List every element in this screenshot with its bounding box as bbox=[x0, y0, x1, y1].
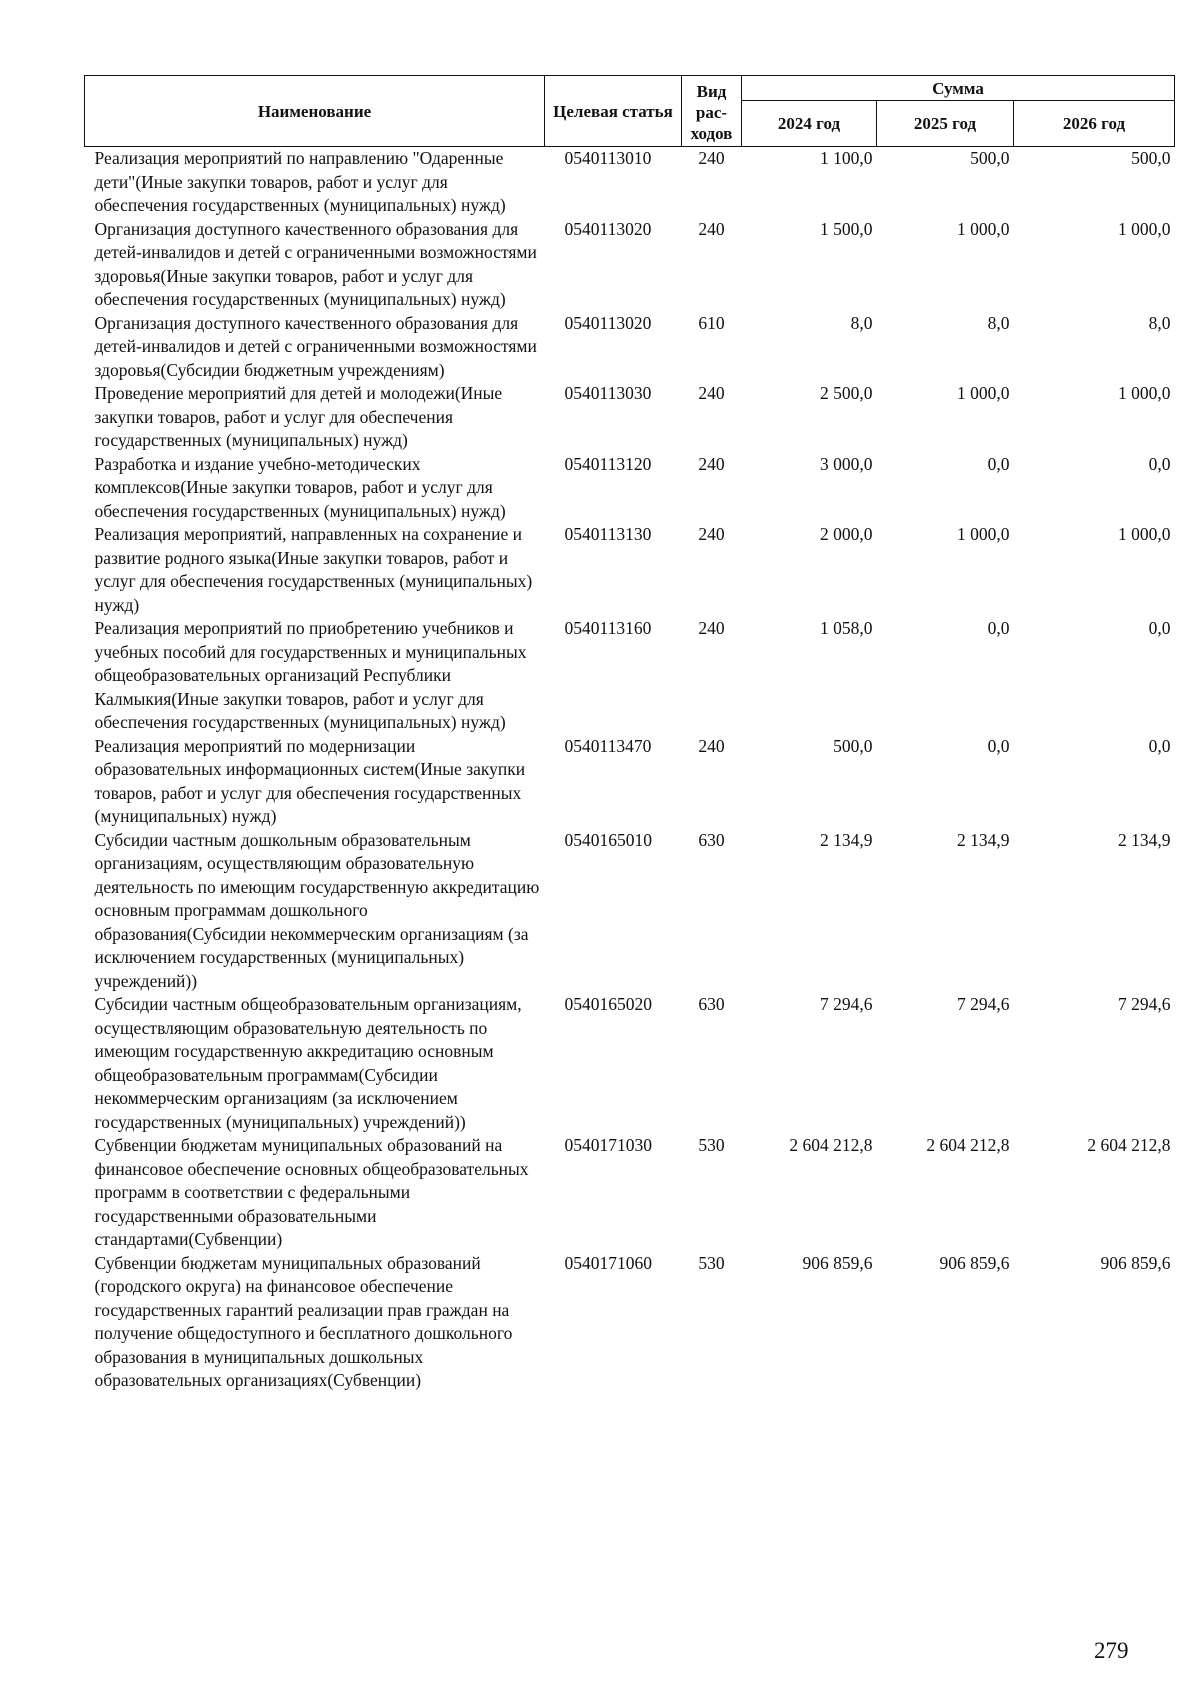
row-value-2025: 1 000,0 bbox=[957, 218, 1010, 239]
header-sum: Сумма bbox=[742, 76, 1175, 101]
row-value-2026: 0,0 bbox=[1148, 735, 1171, 756]
row-value-2026: 1 000,0 bbox=[1118, 218, 1171, 239]
row-value-2024: 3 000,0 bbox=[820, 453, 873, 474]
row-code: 0540165020 bbox=[564, 994, 652, 1014]
row-value-2026: 0,0 bbox=[1148, 453, 1171, 474]
row-value-2024: 2 604 212,8 bbox=[789, 1135, 873, 1155]
header-year-2025: 2025 год bbox=[877, 101, 1014, 147]
row-code: 0540113030 bbox=[564, 383, 652, 403]
row-name: Реализация мероприятий по направлению "Одаренные дети"(Иные закупки товаров, работ и услуг для обеспечения государственных (муниципальных) нужд) bbox=[94, 148, 506, 215]
table-row bbox=[85, 1134, 1175, 1252]
row-value-2025: 1 000,0 bbox=[957, 524, 1010, 544]
row-name: Проведение мероприятий для детей и молодежи(Иные закупки товаров, работ и услуг для обеспечения государственных (муниципальных) нужд) bbox=[94, 383, 503, 450]
table-row bbox=[85, 382, 1175, 453]
table-row bbox=[85, 829, 1175, 994]
row-value-2024: 1 500,0 bbox=[820, 218, 873, 239]
row-value-2025: 2 134,9 bbox=[957, 829, 1010, 850]
row-kind: 240 bbox=[698, 218, 725, 239]
row-value-2025: 0,0 bbox=[987, 453, 1010, 474]
row-value-2025: 0,0 bbox=[987, 618, 1010, 638]
page-number: 279 bbox=[1094, 1638, 1129, 1663]
row-name: Реализация мероприятий, направленных на сохранение и развитие родного языка(Иные закупки товаров, работ и услуг для обеспечения государственных (муниципальных) нужд) bbox=[94, 524, 533, 615]
row-value-2026: 906 859,6 bbox=[1100, 1252, 1171, 1273]
row-name: Организация доступного качественного образования для детей-инвалидов и детей с ограниченными возможностями здоровья(Субсидии бюджетным учреждениям) bbox=[94, 312, 537, 380]
row-code: 0540113470 bbox=[564, 735, 652, 756]
row-kind: 530 bbox=[698, 1135, 725, 1155]
row-kind: 530 bbox=[698, 1252, 725, 1273]
header-year-2024: 2024 год bbox=[742, 101, 877, 147]
row-value-2024: 2 134,9 bbox=[820, 829, 873, 850]
row-code: 0540171060 bbox=[564, 1252, 652, 1273]
row-code: 0540113120 bbox=[564, 453, 652, 474]
row-value-2026: 2 604 212,8 bbox=[1087, 1135, 1171, 1155]
row-value-2025: 1 000,0 bbox=[957, 383, 1010, 403]
row-value-2024: 1 058,0 bbox=[820, 618, 873, 638]
row-value-2026: 0,0 bbox=[1148, 618, 1171, 638]
row-value-2025: 2 604 212,8 bbox=[926, 1135, 1010, 1155]
table-row bbox=[85, 993, 1175, 1134]
table-row bbox=[85, 147, 1175, 218]
row-code: 0540165010 bbox=[564, 829, 652, 850]
row-code: 0540113020 bbox=[564, 218, 652, 239]
row-value-2024: 7 294,6 bbox=[820, 994, 873, 1014]
row-name: Реализация мероприятий по модернизации образовательных информационных систем(Иные закупки товаров, работ и услуг для обеспечения государственных (муниципальных) нужд) bbox=[94, 735, 526, 826]
row-name: Субвенции бюджетам муниципальных образований на финансовое обеспечение основных общеобразовательных программ в соответствии с федеральными государственными образовательными стандартами(Субвенции) bbox=[94, 1135, 529, 1249]
row-code: 0540113020 bbox=[564, 312, 652, 333]
table-row bbox=[85, 218, 1175, 312]
row-value-2026: 8,0 bbox=[1148, 312, 1171, 333]
row-value-2024: 906 859,6 bbox=[802, 1252, 873, 1273]
table-body bbox=[85, 147, 1175, 1393]
row-value-2026: 500,0 bbox=[1131, 148, 1171, 168]
row-value-2026: 2 134,9 bbox=[1118, 829, 1171, 850]
row-value-2024: 2 000,0 bbox=[820, 524, 873, 544]
row-value-2025: 7 294,6 bbox=[957, 994, 1010, 1014]
table-row bbox=[85, 735, 1175, 829]
budget-table bbox=[84, 75, 1175, 1393]
row-name: Субсидии частным дошкольным образовательным организациям, осуществляющим образовательную деятельность по имеющим государственную аккредитацию основным программам дошкольного образования(Субсидии некоммерческим организациям (за исключением государственных (муниципальных) учреждений)) bbox=[94, 829, 540, 991]
row-code: 0540171030 bbox=[564, 1135, 652, 1155]
header-name: Наименование bbox=[85, 76, 545, 147]
row-value-2025: 0,0 bbox=[987, 735, 1010, 756]
row-name: Субвенции бюджетам муниципальных образований (городского округа) на финансовое обеспечение государственных гарантий реализации прав граждан на получение общедоступного и бесплатного дошкольного образования в муниципальных дошкольных образовательных организациях(Субвенции) bbox=[94, 1252, 513, 1390]
row-kind: 630 bbox=[698, 829, 725, 850]
row-kind: 240 bbox=[698, 148, 725, 168]
row-kind: 240 bbox=[698, 524, 725, 544]
row-code: 0540113130 bbox=[564, 524, 652, 544]
row-name: Организация доступного качественного образования для детей-инвалидов и детей с ограниченными возможностями здоровья(Иные закупки товаров, работ и услуг для обеспечения государственных (муниципальных) нужд) bbox=[94, 218, 537, 309]
header-kind: Вид рас-ходов bbox=[682, 76, 742, 147]
row-name: Разработка и издание учебно-методических комплексов(Иные закупки товаров, работ и услуг для обеспечения государственных (муниципальных) нужд) bbox=[94, 453, 506, 521]
row-value-2024: 2 500,0 bbox=[820, 383, 873, 403]
table-header bbox=[85, 76, 1175, 147]
row-value-2024: 1 100,0 bbox=[820, 148, 873, 168]
row-name: Реализация мероприятий по приобретению учебников и учебных пособий для государственных и муниципальных общеобразовательных организаций Республики Калмыкия(Иные закупки товаров, работ и услуг для обеспечения государственных (муниципальных) нужд) bbox=[94, 618, 527, 732]
row-kind: 240 bbox=[698, 453, 725, 474]
row-value-2025: 500,0 bbox=[970, 148, 1010, 168]
row-kind: 610 bbox=[698, 312, 725, 333]
table-row bbox=[85, 312, 1175, 383]
table-row bbox=[85, 523, 1175, 617]
row-kind: 240 bbox=[698, 383, 725, 403]
row-value-2026: 1 000,0 bbox=[1118, 383, 1171, 403]
row-value-2026: 1 000,0 bbox=[1118, 524, 1171, 544]
row-code: 0540113010 bbox=[564, 148, 652, 168]
header-code: Целевая статья bbox=[545, 76, 682, 147]
row-kind: 240 bbox=[698, 735, 725, 756]
header-year-2026: 2026 год bbox=[1014, 101, 1175, 147]
row-value-2025: 8,0 bbox=[987, 312, 1010, 333]
table-row bbox=[85, 617, 1175, 735]
row-kind: 240 bbox=[698, 618, 725, 638]
row-name: Субсидии частным общеобразовательным организациям, осуществляющим образовательную деятельность по имеющим государственную аккредитацию основным общеобразовательным программам(Субсидии некоммерческим организациям (за исключением государственных (муниципальных) учреждений)) bbox=[94, 994, 522, 1132]
table-row bbox=[85, 453, 1175, 524]
row-code: 0540113160 bbox=[564, 618, 652, 638]
row-kind: 630 bbox=[698, 994, 725, 1014]
row-value-2025: 906 859,6 bbox=[939, 1252, 1010, 1273]
row-value-2024: 500,0 bbox=[833, 735, 873, 756]
row-value-2026: 7 294,6 bbox=[1118, 994, 1171, 1014]
row-value-2024: 8,0 bbox=[850, 312, 873, 333]
table-row bbox=[85, 1252, 1175, 1393]
